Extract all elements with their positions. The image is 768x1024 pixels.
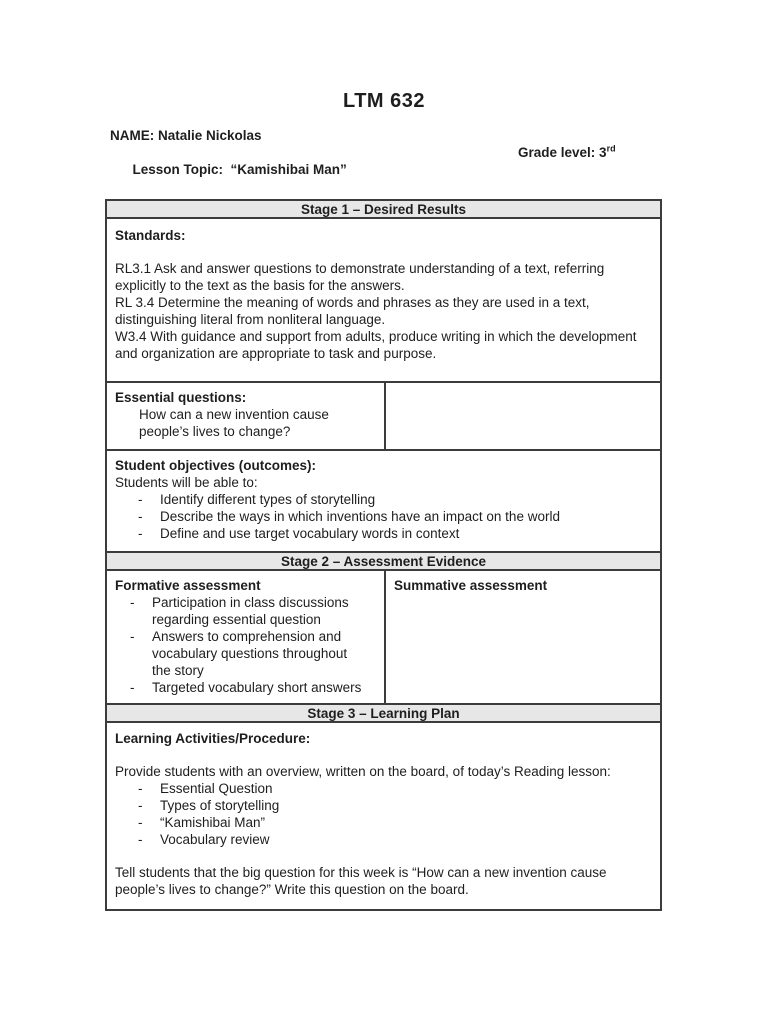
meta-grade-level (518, 144, 616, 161)
bullet-dash: - (138, 798, 143, 813)
overview-item (138, 780, 652, 797)
essential-questions-empty-cell (386, 383, 660, 449)
assessment-row (107, 571, 660, 705)
grade-level-ordinal: rd (606, 143, 616, 154)
standards-cell (107, 219, 660, 383)
student-objectives-heading: Student objectives (outcomes): (115, 458, 317, 473)
standards-heading: Standards: (115, 228, 186, 243)
objective-text: Define and use target vocabulary words in context (160, 526, 460, 541)
formative-item (130, 679, 376, 696)
bullet-dash: - (138, 815, 143, 830)
meta-name-line: NAME: Natalie Nickolas (110, 128, 262, 143)
bullet-dash: - (130, 629, 135, 644)
standard-item: W3.4 With guidance and support from adults, produce writing in which the development and organization are appropriate to task and purpose. (115, 329, 637, 361)
bullet-dash: - (138, 492, 143, 507)
objective-text: Identify different types of storytelling (160, 492, 376, 507)
formative-assessment-heading: Formative assessment (115, 578, 261, 593)
bullet-dash: - (138, 832, 143, 847)
essential-questions-row (107, 383, 660, 451)
overview-item (138, 831, 652, 848)
essential-questions-cell (107, 383, 386, 449)
objective-text: Describe the ways in which inventions have an impact on the world (160, 509, 560, 524)
objective-item (138, 491, 652, 508)
overview-text: “Kamishibai Man” (160, 815, 266, 830)
learning-activities-cell (107, 723, 660, 909)
formative-assessment-cell (107, 571, 386, 703)
formative-text: Participation in class discussions regarding essential question (152, 595, 349, 627)
bullet-dash: - (138, 526, 143, 541)
bullet-dash: - (138, 509, 143, 524)
formative-item (130, 594, 376, 628)
stage2-header: Stage 2 – Assessment Evidence (107, 553, 660, 571)
standard-item: RL 3.4 Determine the meaning of words and phrases as they are used in a text, distinguishing literal from nonliteral language. (115, 295, 590, 327)
overview-text: Vocabulary review (160, 832, 270, 847)
learning-closing-paragraph: Tell students that the big question for this week is “How can a new invention cause people’s lives to change?” Write this question on the board. (115, 865, 607, 897)
objective-item (138, 508, 652, 525)
document-title: LTM 632 (342, 90, 426, 112)
formative-item (130, 628, 376, 679)
grade-level-text: Grade level: 3 (518, 145, 607, 160)
lesson-plan-table (105, 199, 662, 911)
overview-text: Essential Question (160, 781, 273, 796)
summative-assessment-heading: Summative assessment (394, 578, 548, 593)
stage1-header: Stage 1 – Desired Results (107, 201, 660, 219)
meta-lesson-topic: Lesson Topic: “Kamishibai Man” (132, 162, 347, 177)
bullet-dash: - (138, 781, 143, 796)
overview-item (138, 814, 652, 831)
essential-questions-heading: Essential questions: (115, 390, 247, 405)
formative-text: Answers to comprehension and vocabulary questions throughout the story (152, 629, 348, 678)
student-objectives-cell (107, 451, 660, 553)
bullet-dash: - (130, 680, 135, 695)
overview-item (138, 797, 652, 814)
essential-question-text: How can a new invention cause people’s lives to change? (139, 407, 329, 439)
standard-item: RL3.1 Ask and answer questions to demonstrate understanding of a text, referring explicitly to the text as the basis for the answers. (115, 261, 605, 293)
student-objectives-intro: Students will be able to: (115, 475, 258, 490)
objective-item (138, 525, 652, 542)
formative-text: Targeted vocabulary short answers (152, 680, 362, 695)
summative-assessment-cell (386, 571, 660, 703)
stage3-header: Stage 3 – Learning Plan (107, 705, 660, 723)
overview-text: Types of storytelling (160, 798, 280, 813)
learning-overview-intro: Provide students with an overview, written on the board, of today’s Reading lesson: (115, 764, 611, 779)
bullet-dash: - (130, 595, 135, 610)
learning-activities-heading: Learning Activities/Procedure: (115, 731, 311, 746)
